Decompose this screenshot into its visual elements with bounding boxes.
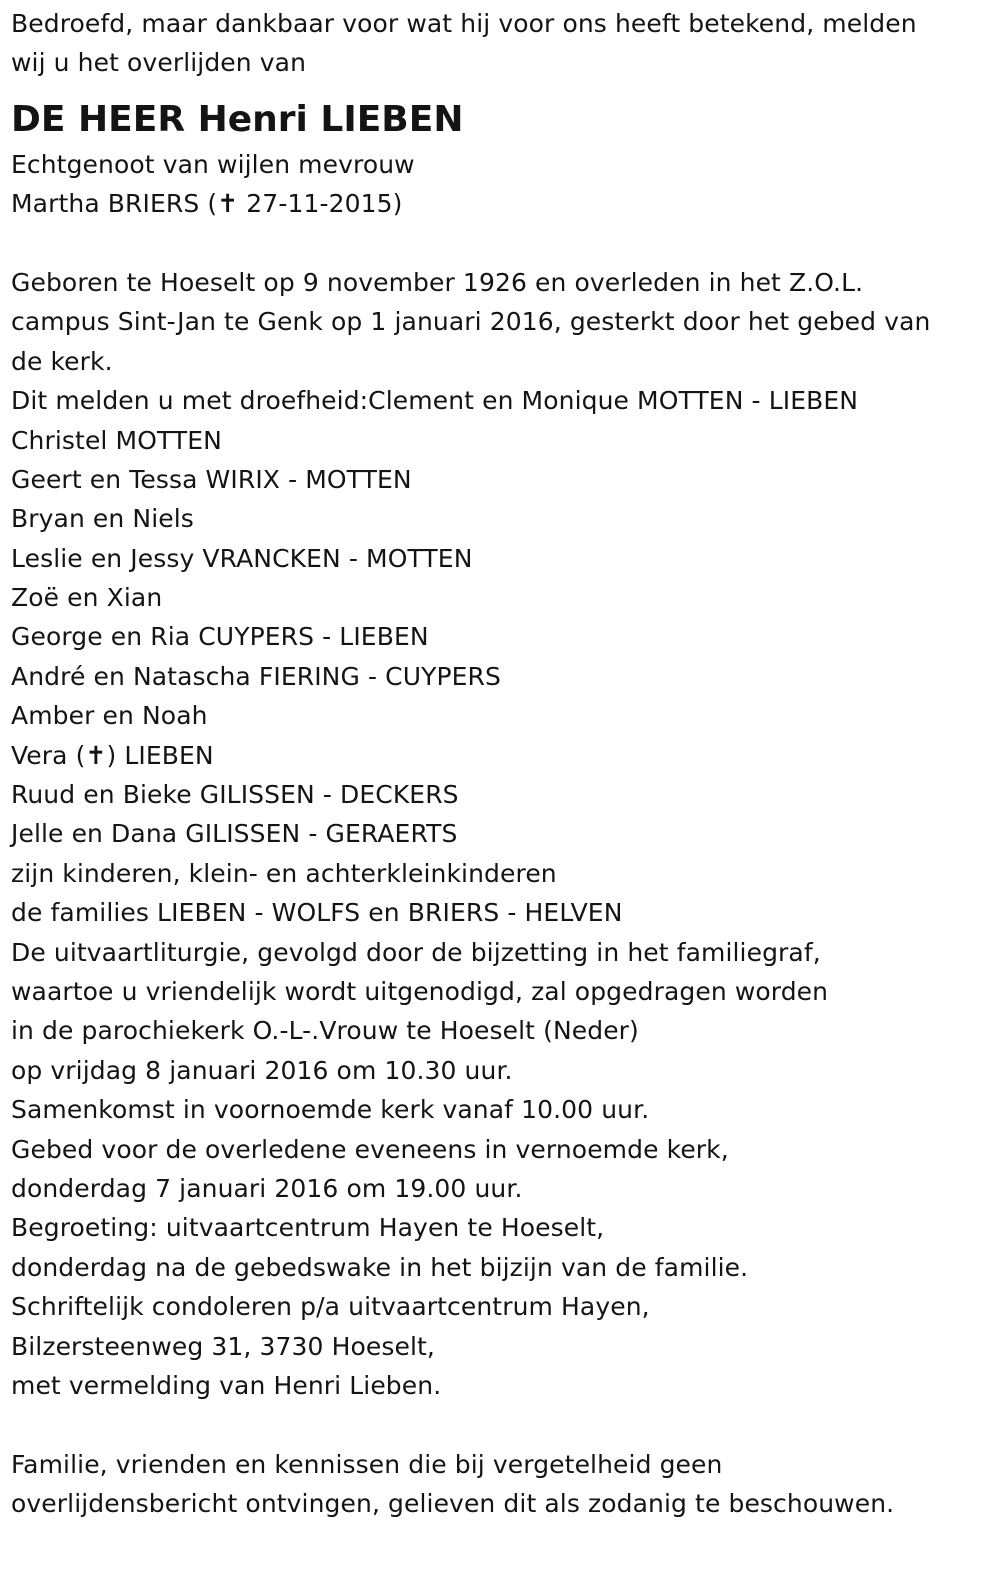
- body-line: Amber en Noah: [11, 701, 208, 731]
- body-line: Schriftelijk condoleren p/a uitvaartcentrum Hayen,: [11, 1292, 650, 1322]
- body-line: Christel MOTTEN: [11, 425, 222, 455]
- body-line: Gebed voor de overledene eveneens in vernoemde kerk,: [11, 1134, 729, 1164]
- body-line: zijn kinderen, klein- en achterkleinkinderen: [11, 858, 557, 888]
- body-line: Dit melden u met droefheid:Clement en Monique MOTTEN - LIEBEN: [11, 386, 859, 416]
- body-line: Vera (✝) LIEBEN: [11, 740, 214, 770]
- body-line: Bilzersteenweg 31, 3730 Hoeselt,: [11, 1331, 435, 1361]
- body-line: Geert en Tessa WIRIX - MOTTEN: [11, 464, 412, 494]
- body-line: donderdag na de gebedswake in het bijzijn van de familie.: [11, 1252, 749, 1282]
- spouse-info: [11, 145, 986, 224]
- intro-paragraph: [11, 4, 986, 83]
- body-line: Samenkomst in voornoemde kerk vanaf 10.00 uur.: [11, 1095, 650, 1125]
- intro-line: wij u het overlijden van: [11, 48, 307, 78]
- body-line: de kerk.: [11, 346, 113, 376]
- body-line: André en Natascha FIERING - CUYPERS: [11, 661, 501, 691]
- body-line: Zoë en Xian: [11, 583, 163, 613]
- body-line: De uitvaartliturgie, gevolgd door de bijzetting in het familiegraf,: [11, 937, 821, 967]
- body-line: Geboren te Hoeselt op 9 november 1926 en overleden in het Z.O.L.: [11, 267, 864, 297]
- body-line: de families LIEBEN - WOLFS en BRIERS - HELVEN: [11, 898, 623, 928]
- body-line: Ruud en Bieke GILISSEN - DECKERS: [11, 780, 459, 810]
- body-paragraph: [11, 263, 986, 1405]
- body-line: op vrijdag 8 januari 2016 om 10.30 uur.: [11, 1055, 513, 1085]
- deceased-name: DE HEER Henri LIEBEN: [11, 98, 464, 140]
- body-line: Jelle en Dana GILISSEN - GERAERTS: [11, 819, 458, 849]
- body-line: donderdag 7 januari 2016 om 19.00 uur.: [11, 1173, 523, 1203]
- spacer: [11, 224, 986, 263]
- body-line: Begroeting: uitvaartcentrum Hayen te Hoeselt,: [11, 1213, 605, 1243]
- closing-paragraph: [11, 1445, 986, 1524]
- body-line: campus Sint-Jan te Genk op 1 januari 2016, gesterkt door het gebed van: [11, 307, 931, 337]
- body-line: met vermelding van Henri Lieben.: [11, 1370, 442, 1400]
- spacer: [11, 1405, 986, 1444]
- body-line: Leslie en Jessy VRANCKEN - MOTTEN: [11, 543, 473, 573]
- body-line: George en Ria CUYPERS - LIEBEN: [11, 622, 429, 652]
- spouse-line: Martha BRIERS (✝ 27-11-2015): [11, 189, 403, 219]
- closing-line: Familie, vrienden en kennissen die bij vergetelheid geen: [11, 1449, 723, 1479]
- body-line: waartoe u vriendelijk wordt uitgenodigd, zal opgedragen worden: [11, 976, 829, 1006]
- closing-line: overlijdensbericht ontvingen, gelieven dit als zodanig te beschouwen.: [11, 1489, 895, 1519]
- body-line: Bryan en Niels: [11, 504, 194, 534]
- body-line: in de parochiekerk O.-L-.Vrouw te Hoeselt (Neder): [11, 1016, 639, 1046]
- spouse-line: Echtgenoot van wijlen mevrouw: [11, 149, 415, 179]
- intro-line: Bedroefd, maar dankbaar voor wat hij voor ons heeft betekend, melden: [11, 9, 917, 38]
- obituary-notice: [11, 4, 986, 1523]
